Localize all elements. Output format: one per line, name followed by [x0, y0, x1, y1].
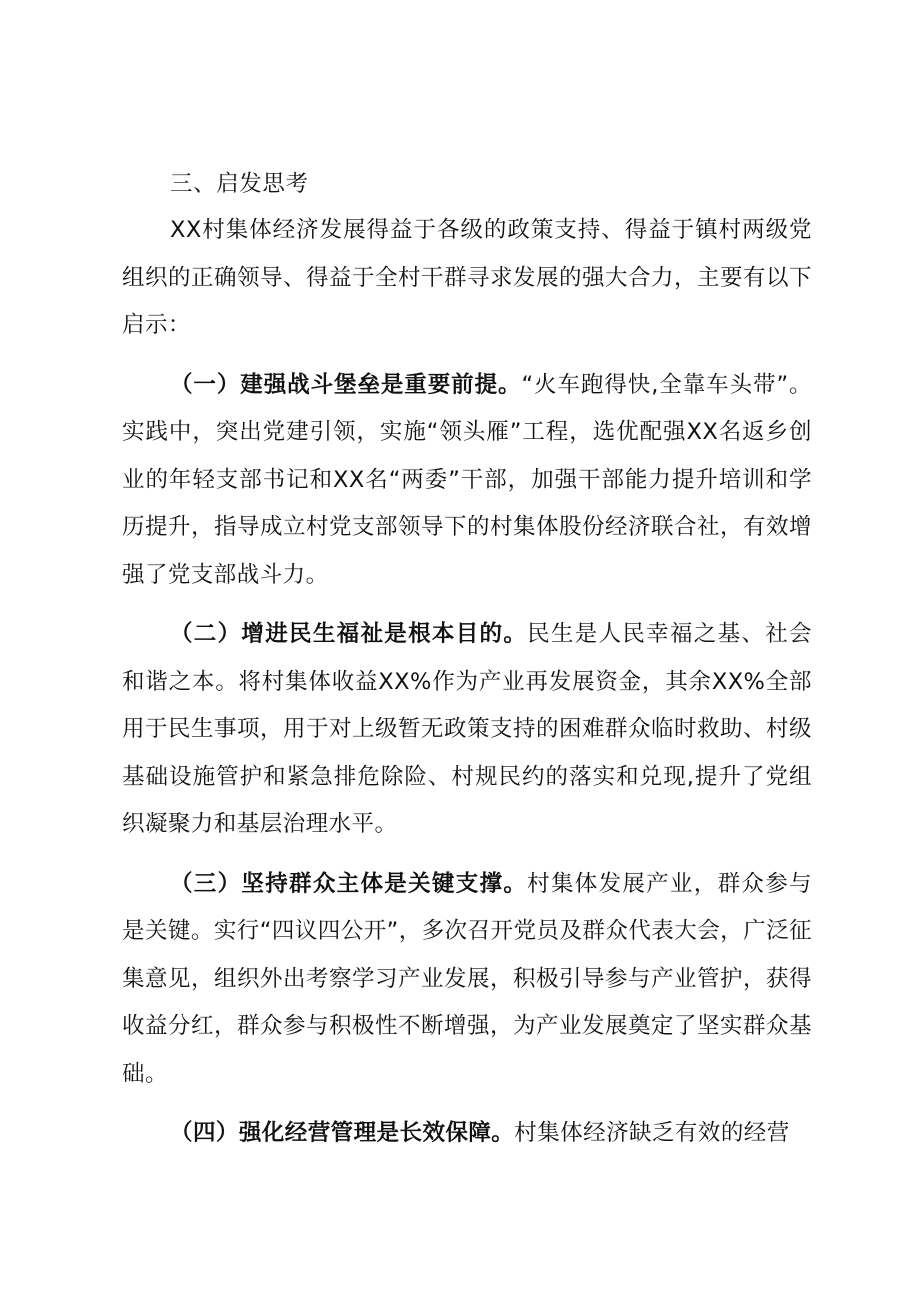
point-body: “火车跑得快,全靠车头带”。实践中，突出党建引领，实施“领头雁”工程，选优配强XX名返乡创业的年轻支部书记和XX名“两委”干部，加强干部能力提升培训和学历提升，指导成立村党支部领导下的村集体股份经济联合社，有效增强了党支部战斗力。: [122, 371, 812, 588]
point-paragraph-4: [122, 1110, 812, 1158]
point-body: 村集体经济缺乏有效的经营: [514, 1120, 790, 1146]
point-lead: （三）坚持群众主体是关键支撑。: [170, 870, 528, 897]
point-lead: （一）建强战斗堡垒是重要前提。: [170, 371, 522, 398]
point-body: 村集体发展产业，群众参与是关键。实行“四议四公开”，多次召开党员及群众代表大会，广泛征集意见，组织外出考察学习产业发展，积极引导参与产业管护，获得收益分红，群众参与积极性不断增强，为产业发展奠定了坚实群众基础。: [122, 870, 812, 1087]
intro-paragraph: XX村集体经济发展得益于各级的政策支持、得益于镇村两级党组织的正确领导、得益于全村干群寻求发展的强大合力，主要有以下启示：: [122, 217, 812, 338]
point-paragraph-2: [122, 611, 812, 849]
section-heading: 三、启发思考: [170, 171, 309, 197]
document-body: [122, 166, 812, 1158]
point-paragraph-3: [122, 861, 812, 1099]
point-lead: （四）强化经营管理是长效保障。: [170, 1120, 515, 1146]
point-lead: （二）增进民生福祉是根本目的。: [170, 621, 528, 647]
point-paragraph-1: [122, 362, 812, 600]
point-body: 民生是人民幸福之基、社会和谐之本。将村集体收益XX%作为产业再发展资金，其余XX%全部用于民生事项，用于对上级暂无政策支持的困难群众临时救助、村级基础设施管护和紧急排危除险、村规民约的落实和兑现,提升了党组织凝聚力和基层治理水平。: [122, 621, 812, 837]
